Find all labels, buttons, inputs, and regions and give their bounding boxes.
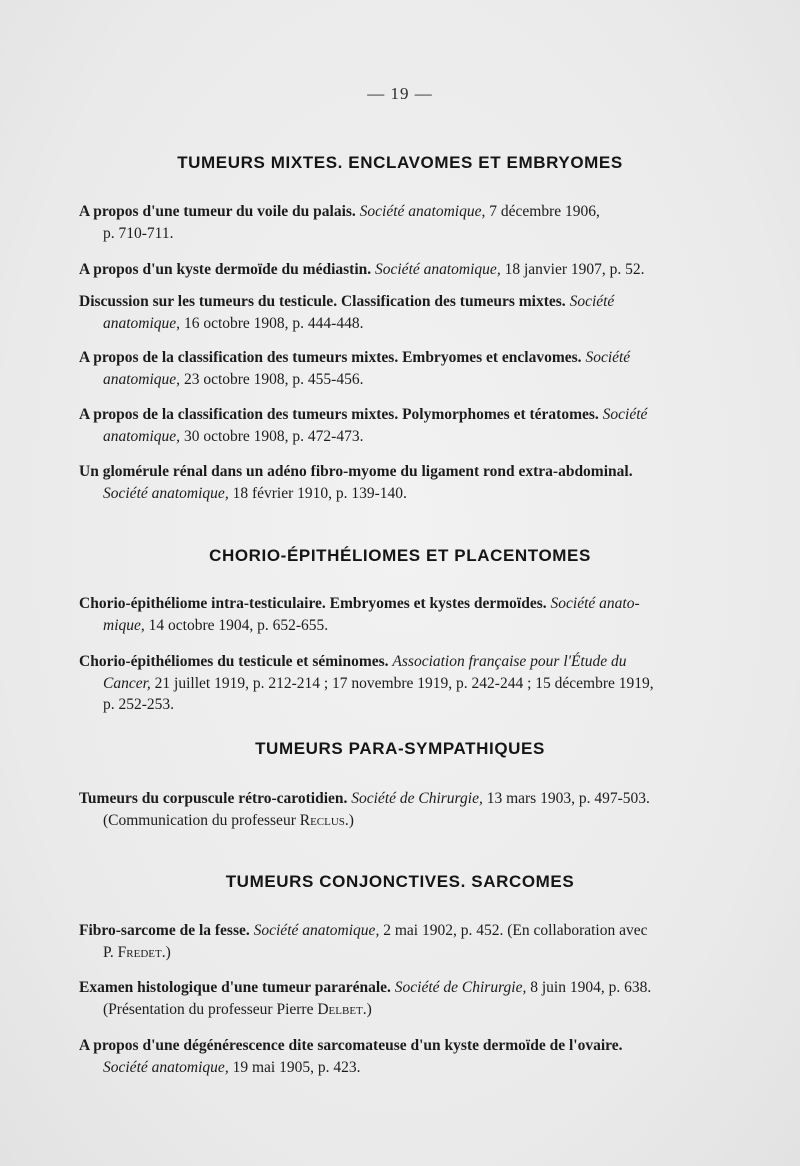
entry-journal: Association française pour l'Étude du (392, 653, 627, 670)
author-name: Delbet (317, 1000, 363, 1018)
bibliography-entry (79, 977, 755, 1020)
entry-note-end: .) (362, 1000, 372, 1018)
entry-title: A propos de la classification des tumeurs mixtes. Polymorphomes et tératomes. (79, 406, 599, 423)
bibliography-entry (79, 920, 755, 963)
entry-journal: anatomique, (103, 427, 181, 445)
entry-details: 14 octobre 1904, p. 652-655. (148, 616, 329, 634)
section-heading-mixed-tumors: TUMEURS MIXTES. ENCLAVOMES ET EMBRYOMES (177, 153, 623, 172)
entry-journal: Cancer, (103, 674, 151, 692)
entry-details: 21 juillet 1919, p. 212-214 ; 17 novembre 1919, p. 242-244 ; 15 décembre 1919, (154, 674, 654, 692)
entry-journal: Société (602, 406, 648, 423)
entry-journal: mique, (103, 616, 145, 634)
bibliography-entry (79, 347, 755, 390)
entry-details: 18 février 1910, p. 139-140. (232, 484, 407, 502)
entry-title: Chorio-épithéliomes du testicule et séminomes. (79, 653, 389, 670)
entry-journal: Société anatomique, (103, 484, 229, 502)
entry-details: p. 252-253. (103, 696, 175, 713)
author-name: Reclus (299, 811, 345, 829)
entry-title: Tumeurs du corpuscule rétro-carotidien. (79, 790, 348, 807)
entry-details: 19 mai 1905, p. 423. (232, 1058, 361, 1076)
section-heading-connective-tumors: TUMEURS CONJONCTIVES. SARCOMES (225, 872, 575, 891)
entry-note-end: .) (161, 943, 171, 961)
entry-journal: Société (569, 293, 615, 310)
entry-journal: Société de Chirurgie, (351, 790, 483, 807)
entry-note: (Présentation du professeur Pierre (103, 1000, 314, 1018)
author-name: P. Fredet (103, 943, 162, 961)
entry-journal: Société anatomique, (253, 922, 380, 939)
bibliography-entry (79, 404, 755, 447)
entry-details: p. 710-711. (103, 224, 174, 242)
entry-title: Fibro-sarcome de la fesse. (79, 922, 250, 939)
bibliography-entry (79, 201, 755, 244)
entry-details: 7 décembre 1906, (489, 203, 600, 220)
entry-journal: Société anatomique, (359, 203, 486, 220)
bibliography-entry (79, 788, 755, 831)
entry-details: 16 octobre 1908, p. 444-448. (183, 314, 364, 332)
entry-journal: Société anatomique, (103, 1058, 229, 1076)
bibliography-entry (79, 651, 755, 716)
entry-title: Examen histologique d'une tumeur pararénale. (79, 979, 391, 996)
entry-title: A propos d'une dégénérescence dite sarcomateuse d'un kyste dermoïde de l'ovaire. (79, 1037, 623, 1054)
entry-title: Chorio-épithéliome intra-testiculaire. Embryomes et kystes dermoïdes. (79, 595, 547, 612)
entry-title: A propos d'un kyste dermoïde du médiastin. (79, 261, 372, 278)
entry-journal: Société de Chirurgie, (394, 979, 527, 996)
page-number: — 19 — (367, 84, 433, 103)
entry-details: 13 mars 1903, p. 497-503. (486, 790, 650, 807)
entry-details: 18 janvier 1907, p. 52. (504, 261, 645, 278)
entry-details: 30 octobre 1908, p. 472-473. (183, 427, 364, 445)
entry-journal: anatomique, (103, 370, 181, 388)
entry-note: (Communication du professeur (103, 811, 296, 829)
entry-title: A propos de la classification des tumeurs mixtes. Embryomes et enclavomes. (79, 349, 582, 366)
entry-title: Discussion sur les tumeurs du testicule. Classification des tumeurs mixtes. (79, 293, 566, 310)
entry-details: 23 octobre 1908, p. 455-456. (183, 370, 364, 388)
entry-details: 2 mai 1902, p. 452. (En collaboration avec (383, 922, 648, 939)
bibliography-entry (79, 291, 755, 334)
entry-journal: Société anatomique, (375, 261, 501, 278)
entry-title: A propos d'une tumeur du voile du palais. (79, 203, 356, 220)
entry-title: Un glomérule rénal dans un adéno fibro-myome du ligament rond extra-abdominal. (79, 463, 633, 480)
entry-note-end: .) (344, 811, 354, 829)
bibliography-entry (79, 461, 755, 504)
section-heading-chorio-epitheliomas: CHORIO-ÉPITHÉLIOMES ET PLACENTOMES (209, 546, 591, 565)
entry-journal: Société anato- (550, 595, 640, 612)
bibliography-entry (79, 259, 755, 281)
entry-journal: Société (585, 349, 631, 366)
section-heading-para-sympathetic: TUMEURS PARA-SYMPATHIQUES (255, 739, 545, 758)
entry-details: 8 juin 1904, p. 638. (530, 979, 652, 996)
entry-journal: anatomique, (103, 314, 181, 332)
bibliography-entry (79, 593, 755, 636)
bibliography-entry (79, 1035, 755, 1078)
